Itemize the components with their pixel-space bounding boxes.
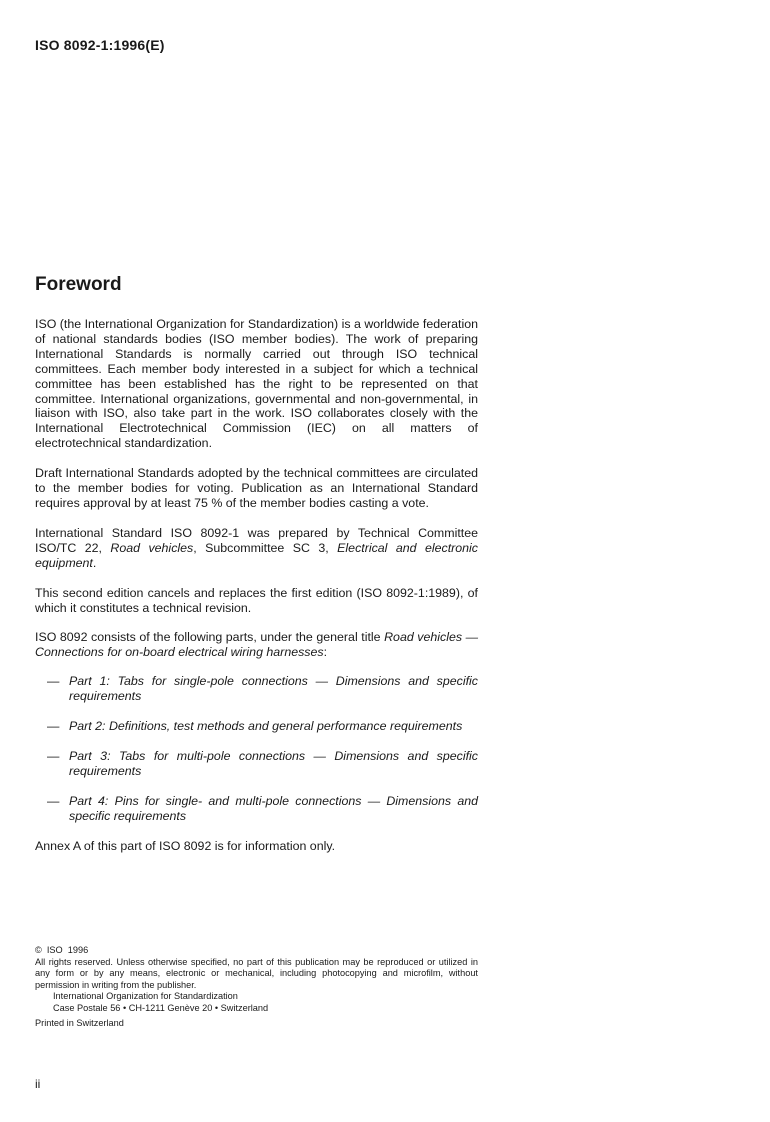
committee-title: Road vehicles [110, 540, 194, 555]
list-item [35, 749, 478, 779]
part-title: Part 1: Tabs for single-pole connections — Dimensions and specific requirements [69, 674, 478, 704]
printed-in: Printed in Switzerland [35, 1017, 124, 1028]
parts-list [35, 674, 478, 823]
text-run: ISO 8092 consists of the following parts, under the general title [35, 630, 385, 645]
page-number: ii [35, 1077, 41, 1091]
list-item [35, 719, 478, 734]
general-title: Road vehicles — Connections for on-board electrical wiring harnesses [35, 630, 479, 660]
part-title: Part 3: Tabs for multi-pole connections — Dimensions and specific requirements [69, 748, 478, 778]
publisher-name: International Organization for Standardization [53, 991, 238, 1002]
publisher-address: Case Postale 56 • CH-1211 Genève 20 • Switzerland [53, 1002, 269, 1013]
text-run: International Standard ISO 8092-1 was prepared by Technical Committee ISO/TC 22, [35, 525, 478, 555]
part-title: Part 4: Pins for single- and multi-pole connections — Dimensions and specific requirements [69, 793, 478, 823]
dash-marker: — [47, 748, 60, 763]
copyright-notice: © ISO 1996 [35, 945, 89, 955]
copyright-block [35, 945, 478, 1029]
rights-statement: All rights reserved. Unless otherwise specified, no part of this publication may be reproduced or utilized in any form or by any means, electronic or mechanical, including photocopying and microfilm, without permission in writing from the publisher. [35, 956, 478, 990]
paragraph-organization: ISO (the International Organization for Standardization) is a worldwide federation of national standards bodies (ISO member bodies). The work of preparing International Standards is normally carried out through ISO technical committees. Each member body interested in a subject for which a technical committee has been established has the right to be represented on that committee. International organizations, governmental and non-governmental, in liaison with ISO, also take part in the work. ISO collaborates closely with the International Electrotechnical Commission (IEC) on all matters of electrotechnical standardization. [35, 317, 478, 451]
document-id: ISO 8092-1:1996(E) [35, 37, 165, 53]
dash-marker: — [47, 674, 60, 689]
paragraph-edition: This second edition cancels and replaces the first edition (ISO 8092-1:1989), of which it constitutes a technical revision. [35, 585, 478, 615]
paragraph-annex: Annex A of this part of ISO 8092 is for information only. [35, 838, 336, 853]
text-run: . [92, 555, 97, 570]
dash-marker: — [47, 719, 60, 734]
list-item [35, 794, 478, 824]
paragraph-voting: Draft International Standards adopted by the technical committees are circulated to the member bodies for voting. Publication as an International Standard requires approval by at least 75 % of the member bodies casting a vote. [35, 466, 478, 510]
section-heading: Foreword [35, 274, 122, 295]
list-item [35, 674, 478, 704]
dash-marker: — [47, 793, 60, 808]
text-run: , Subcommittee SC 3, [193, 540, 338, 555]
subcommittee-title: Electrical and electronic equipment [35, 540, 478, 570]
foreword-body [35, 317, 478, 868]
part-title: Part 2: Definitions, test methods and general performance requirements [69, 719, 463, 734]
paragraph-preparation [35, 526, 478, 571]
paragraph-parts-intro [35, 630, 478, 660]
text-run: : [323, 645, 328, 660]
